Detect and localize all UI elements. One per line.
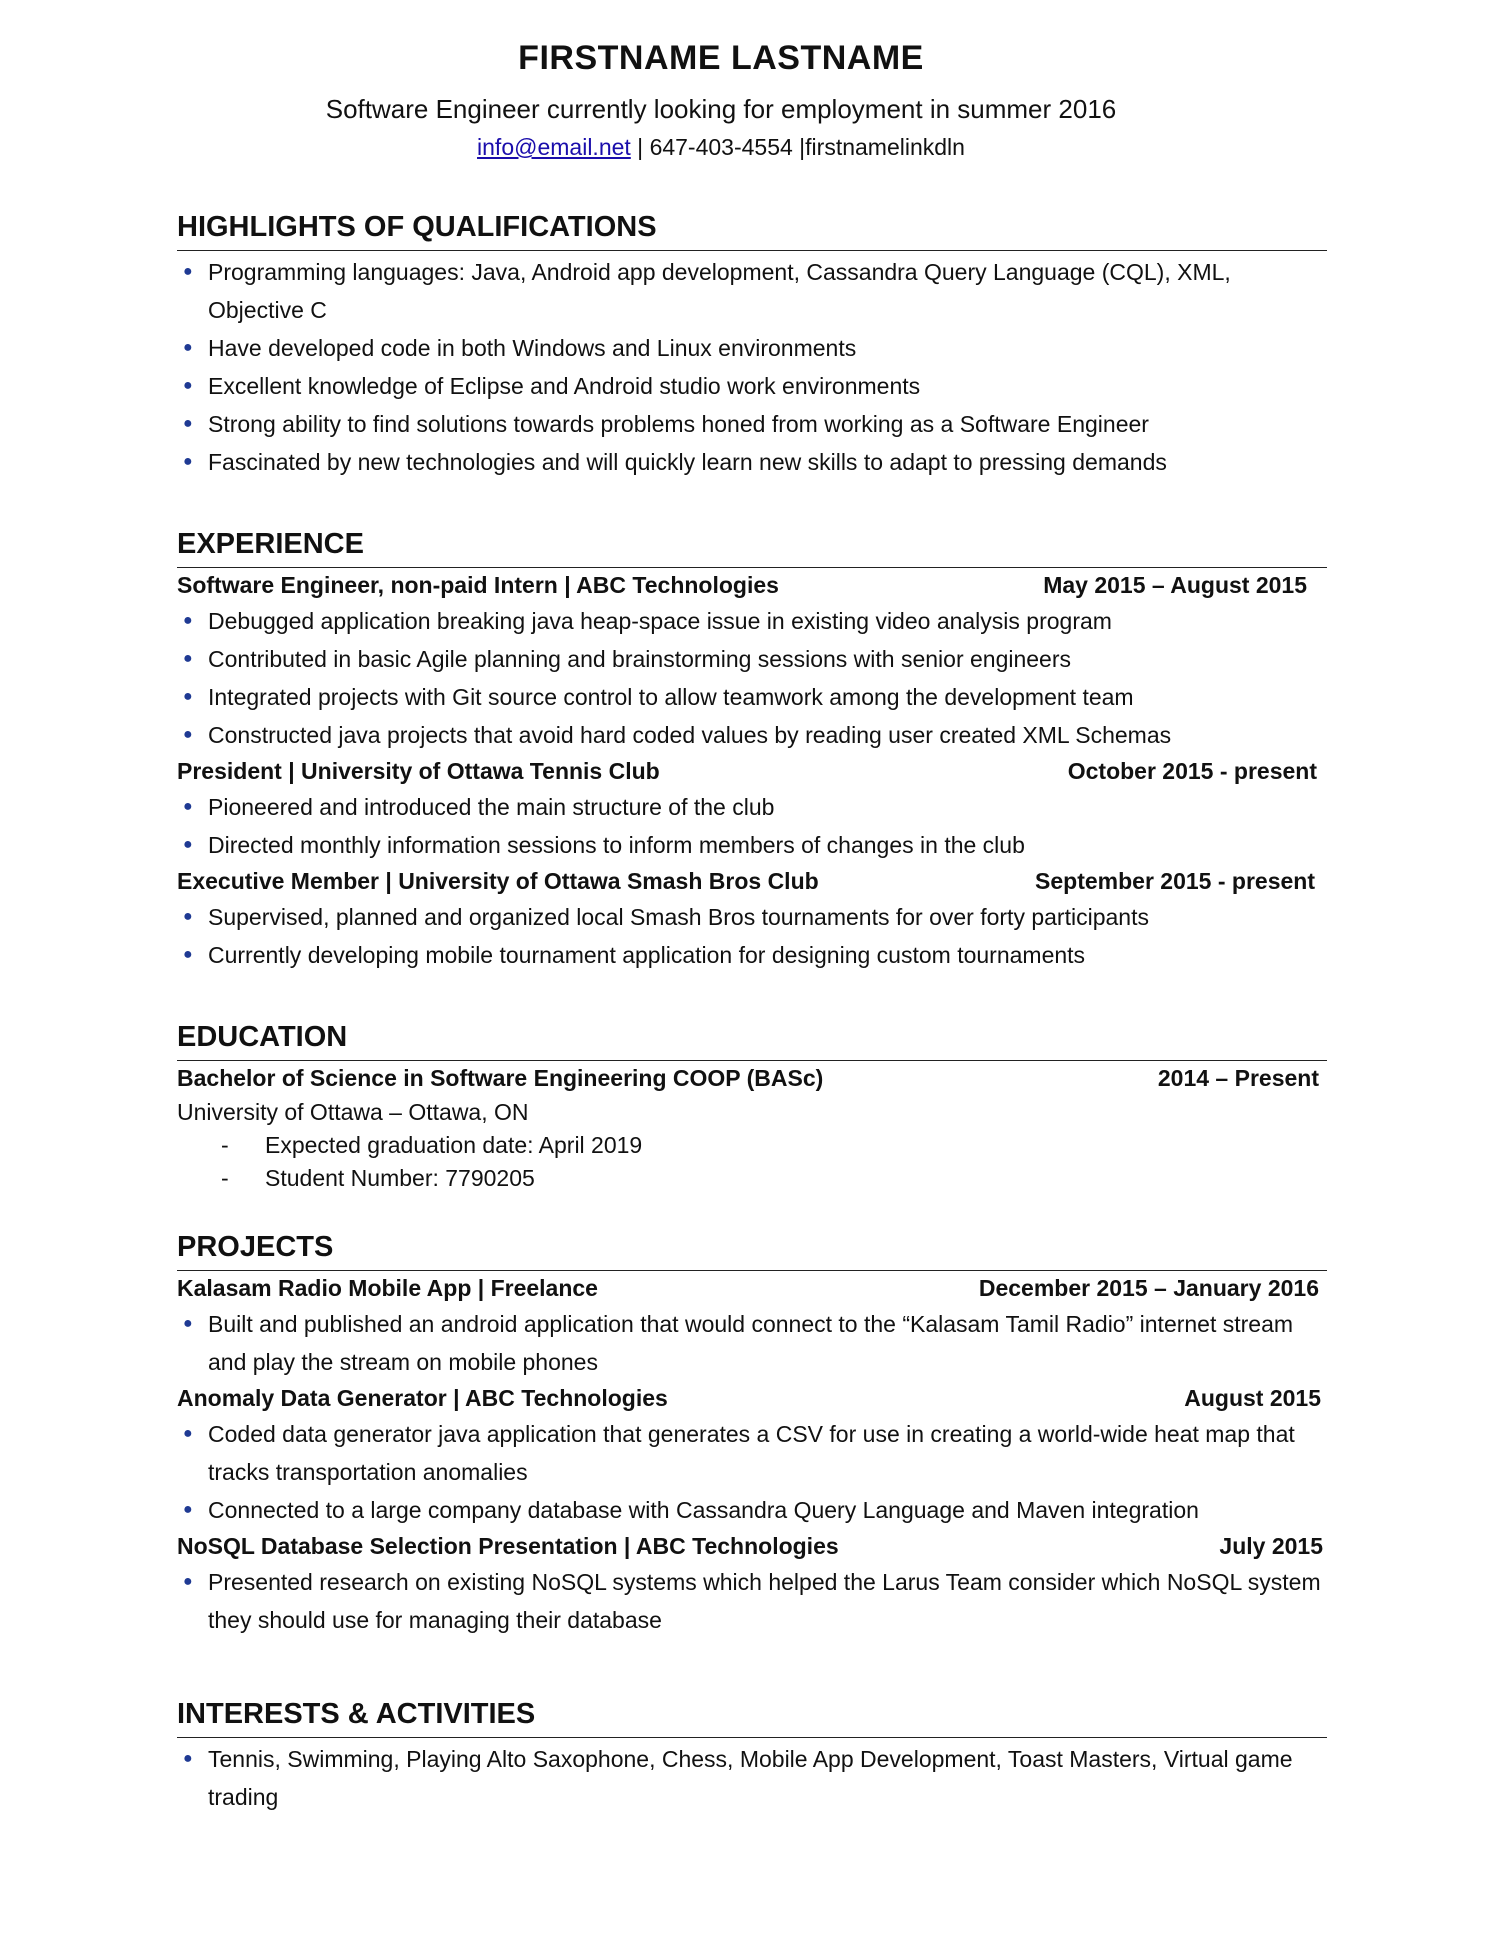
education-entry-header [177, 1061, 1327, 1095]
entry-dates: October 2015 - present [1067, 758, 1317, 784]
dash-mark: - [221, 1165, 229, 1191]
entry-dates: December 2015 – January 2016 [978, 1275, 1319, 1301]
education-section [177, 1018, 1327, 1195]
contact-separator: | [630, 134, 650, 160]
bullet-dot-icon: ● [183, 377, 193, 394]
bullet-dot-icon: ● [183, 339, 193, 356]
project-list [177, 1415, 1327, 1529]
list-item: ● Programming languages: Java, Android app development, Cassandra Query Language (CQL), XML, Objective C [177, 253, 1327, 329]
projects-section [177, 1228, 1327, 1639]
list-item: ● Strong ability to find solutions towards problems honed from working as a Software Engineer [177, 405, 1327, 443]
candidate-name: FIRSTNAME LASTNAME [518, 39, 924, 77]
list-item: ● Constructed java projects that avoid hard coded values by reading user created XML Schemas [177, 716, 1327, 754]
list-item: ● Fascinated by new technologies and will quickly learn new skills to adapt to pressing demands [177, 443, 1327, 481]
qualifications-section [177, 208, 1327, 481]
interests-list [177, 1740, 1327, 1816]
list-item: ● Coded data generator java application that generates a CSV for use in creating a world-wide heat map that tracks transportation anomalies [177, 1415, 1327, 1491]
entry-dates: August 2015 [1184, 1385, 1321, 1411]
project-list [177, 1563, 1327, 1639]
experience-list [177, 898, 1327, 974]
list-item: ● Supervised, planned and organized local Smash Bros tournaments for over forty participants [177, 898, 1327, 936]
dash-mark: - [221, 1132, 229, 1158]
list-item: ● Directed monthly information sessions to inform members of changes in the club [177, 826, 1327, 864]
list-item: ● Debugged application breaking java heap-space issue in existing video analysis program [177, 602, 1327, 640]
section-title: PROJECTS [177, 1228, 1327, 1271]
resume-header [0, 36, 1500, 164]
experience-entry-header [177, 864, 1327, 898]
entry-role: Software Engineer, non-paid Intern | ABC Technologies [177, 572, 779, 598]
experience-section [177, 525, 1327, 974]
experience-entry-header [177, 568, 1327, 602]
contact-line [0, 130, 1500, 164]
list-item: ● Tennis, Swimming, Playing Alto Saxophone, Chess, Mobile App Development, Toast Masters, Virtual game trading [177, 1740, 1327, 1816]
project-entry-header [177, 1381, 1327, 1415]
project-list [177, 1305, 1327, 1381]
phone-number: 647-403-4554 [649, 134, 793, 160]
contact-separator: | [792, 134, 806, 160]
section-title: EDUCATION [177, 1018, 1327, 1061]
bullet-dot-icon: ● [183, 726, 193, 743]
bullet-dot-icon: ● [183, 1425, 193, 1442]
list-item: ● Have developed code in both Windows and Linux environments [177, 329, 1327, 367]
bullet-dot-icon: ● [183, 453, 193, 470]
experience-list [177, 602, 1327, 754]
entry-dates: July 2015 [1219, 1533, 1323, 1559]
list-item: ● Excellent knowledge of Eclipse and Android studio work environments [177, 367, 1327, 405]
list-item: ● Pioneered and introduced the main structure of the club [177, 788, 1327, 826]
project-name: Kalasam Radio Mobile App | Freelance [177, 1275, 598, 1301]
section-title: INTERESTS & ACTIVITIES [177, 1695, 1327, 1738]
bullet-dot-icon: ● [183, 415, 193, 432]
project-entry-header [177, 1529, 1327, 1563]
bullet-dot-icon: ● [183, 612, 193, 629]
project-name: NoSQL Database Selection Presentation | ABC Technologies [177, 1533, 839, 1559]
bullet-dot-icon: ● [183, 836, 193, 853]
project-name: Anomaly Data Generator | ABC Technologies [177, 1385, 668, 1411]
education-details [177, 1129, 1327, 1195]
qualifications-list [177, 253, 1327, 481]
linkedin-handle: firstnamelinkdln [805, 134, 965, 160]
list-item: ● Presented research on existing NoSQL systems which helped the Larus Team consider which NoSQL system they should use for managing their database [177, 1563, 1327, 1639]
list-item: ● Contributed in basic Agile planning and brainstorming sessions with senior engineers [177, 640, 1327, 678]
candidate-tagline: Software Engineer currently looking for employment in summer 2016 [325, 94, 1117, 124]
bullet-dot-icon: ● [183, 798, 193, 815]
list-item: ● Built and published an android application that would connect to the “Kalasam Tamil Radio” internet stream and play the stream on mobile phones [177, 1305, 1327, 1381]
entry-role: President | University of Ottawa Tennis Club [177, 758, 660, 784]
list-item: - Expected graduation date: April 2019 [177, 1129, 1327, 1162]
bullet-dot-icon: ● [183, 908, 193, 925]
list-item: ● Connected to a large company database with Cassandra Query Language and Maven integration [177, 1491, 1327, 1529]
section-title: HIGHLIGHTS OF QUALIFICATIONS [177, 208, 1327, 251]
bullet-dot-icon: ● [183, 650, 193, 667]
experience-list [177, 788, 1327, 864]
entry-role: Executive Member | University of Ottawa Smash Bros Club [177, 868, 819, 894]
bullet-dot-icon: ● [183, 1573, 193, 1590]
bullet-dot-icon: ● [183, 1501, 193, 1518]
entry-dates: September 2015 - present [1035, 868, 1315, 894]
email-link[interactable]: info@email.net [477, 134, 631, 160]
bullet-dot-icon: ● [183, 263, 193, 280]
list-item: - Student Number: 7790205 [177, 1162, 1327, 1195]
bullet-dot-icon: ● [183, 1315, 193, 1332]
section-title: EXPERIENCE [177, 525, 1327, 568]
entry-dates: 2014 – Present [1157, 1065, 1319, 1091]
list-item: ● Integrated projects with Git source control to allow teamwork among the development team [177, 678, 1327, 716]
interests-section [177, 1695, 1327, 1816]
list-item: ● Currently developing mobile tournament application for designing custom tournaments [177, 936, 1327, 974]
school-name: University of Ottawa – Ottawa, ON [177, 1099, 529, 1125]
project-entry-header [177, 1271, 1327, 1305]
entry-dates: May 2015 – August 2015 [1043, 572, 1307, 598]
bullet-dot-icon: ● [183, 946, 193, 963]
experience-entry-header [177, 754, 1327, 788]
bullet-dot-icon: ● [183, 688, 193, 705]
degree-name: Bachelor of Science in Software Engineering COOP (BASc) [177, 1065, 824, 1091]
bullet-dot-icon: ● [183, 1750, 193, 1767]
